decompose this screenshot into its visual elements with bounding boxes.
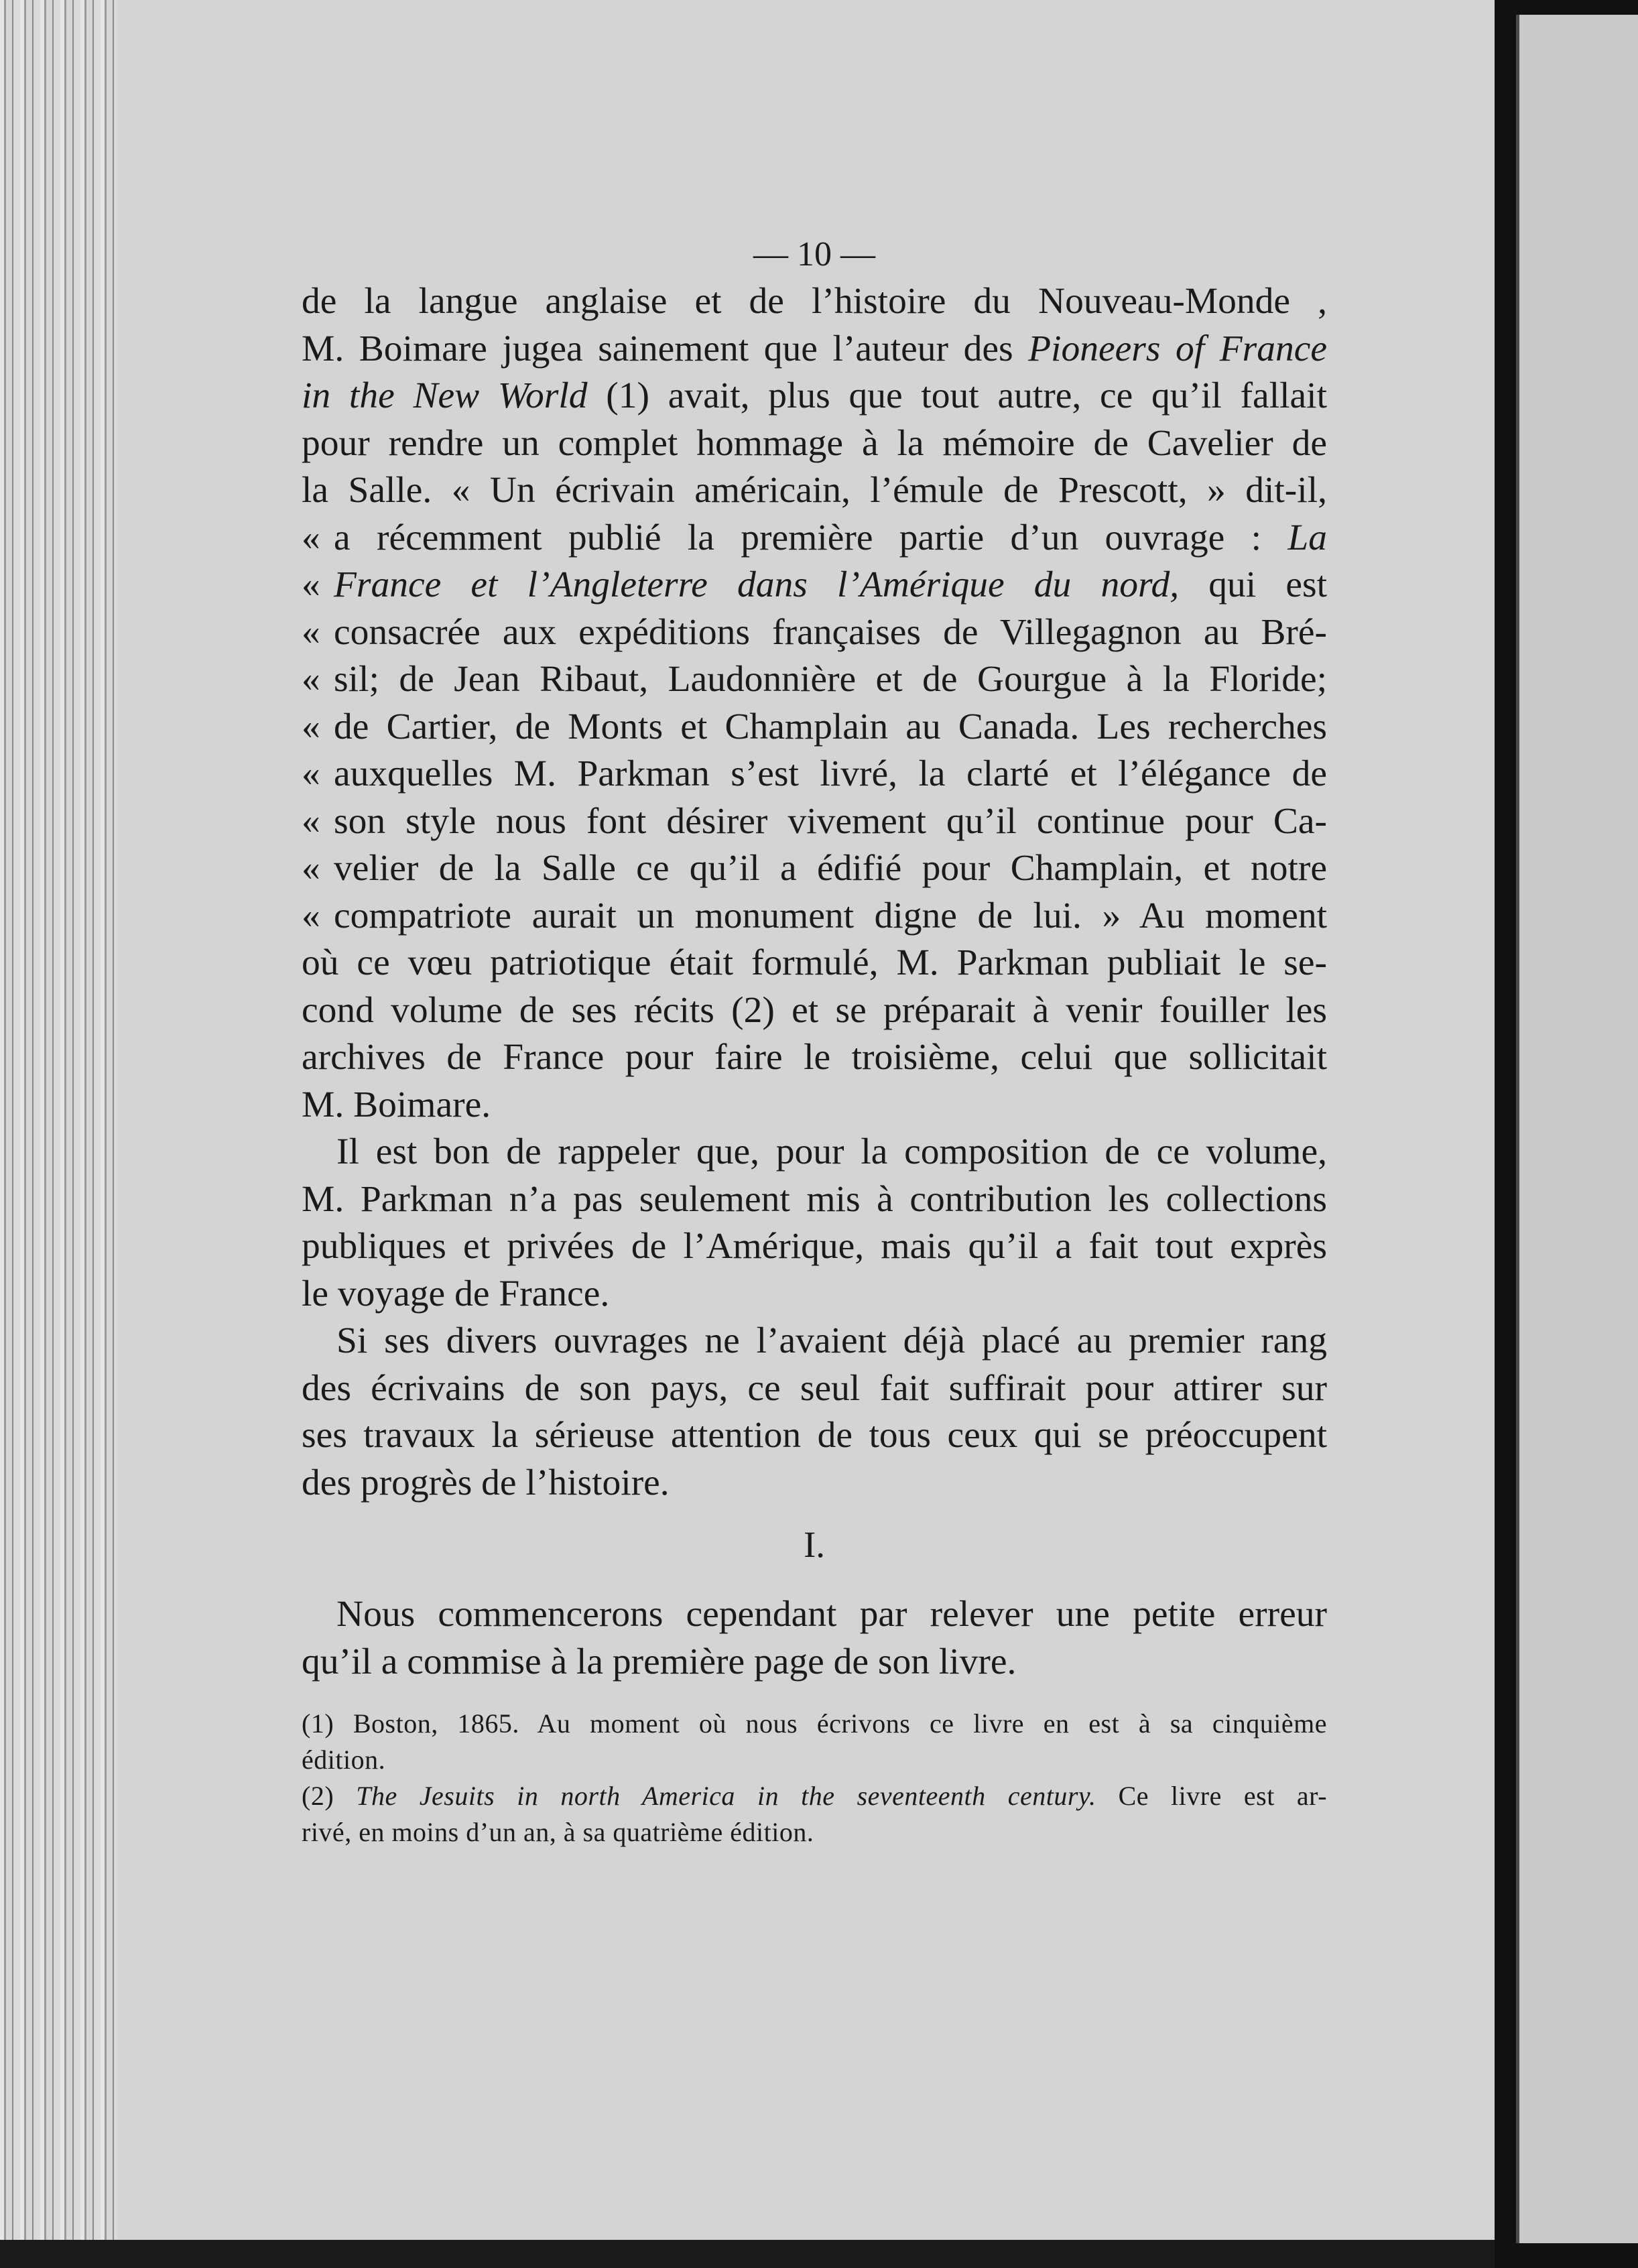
text-line: cond volume de ses récits (2) et se préparait à venir fouiller les xyxy=(302,989,1327,1031)
page-edge-strips xyxy=(0,0,117,2240)
paragraph-3 xyxy=(302,1318,1327,1507)
text-line: M. Parkman n’a pas seulement mis à contribution les collections xyxy=(302,1178,1327,1220)
footnotes xyxy=(302,1706,1327,1850)
quote-mark: « xyxy=(302,659,320,700)
quote-mark: « xyxy=(302,800,320,842)
quote-mark: « xyxy=(302,517,320,558)
text-line: le voyage de France. xyxy=(302,1273,610,1314)
text-line: la Salle. « Un écrivain américain, l’émule de Prescott, » dit-il, xyxy=(302,470,1327,511)
page-content xyxy=(302,231,1327,1850)
paragraph-1 xyxy=(302,278,1327,1129)
footnote-1-line: édition. xyxy=(302,1745,386,1775)
text-line: « compatriote aurait un monument digne de lui. » Au moment xyxy=(302,893,1327,940)
text-line: M. Boimare jugea sainement que l’auteur des Pioneers of France xyxy=(302,328,1327,369)
section-heading: I. xyxy=(803,1524,826,1565)
book-title: La xyxy=(1287,517,1327,558)
text-line: « velier de la Salle ce qu’il a édifié pour Champlain, et notre xyxy=(302,845,1327,893)
text-line: pour rendre un complet hommage à la mémoire de Cavelier de xyxy=(302,422,1327,464)
quote-mark: « xyxy=(302,895,320,936)
text-line: « a récemment publié la première partie d’un ouvrage : La xyxy=(302,515,1327,562)
text-line: des écrivains de son pays, ce seul fait suffirait pour attirer sur xyxy=(302,1367,1327,1409)
text-line: qu’il a commise à la première page de son livre. xyxy=(302,1641,1017,1682)
text-line: « son style nous font désirer vivement qu’il continue pour Ca- xyxy=(302,798,1327,846)
text-line: de la langue anglaise et de l’histoire du Nouveau-Monde , xyxy=(302,281,1327,322)
paragraph-4 xyxy=(302,1591,1327,1686)
footnote-2-line: rivé, en moins d’un an, à sa quatrième édition. xyxy=(302,1817,814,1847)
text-line: « de Cartier, de Monts et Champlain au Canada. Les recherches xyxy=(302,704,1327,751)
text-line: archives de France pour faire le troisième, celui que sollicitait xyxy=(302,1037,1327,1078)
page-number: — 10 — xyxy=(753,235,875,273)
footnote-2-line: (2) The Jesuits in north America in the seventeenth century. Ce livre est ar- xyxy=(302,1781,1328,1811)
quote-mark: « xyxy=(302,706,320,747)
quote-mark: « xyxy=(302,564,320,605)
text-line: Nous commencerons cependant par relever une petite erreur xyxy=(336,1594,1327,1635)
paragraph-2 xyxy=(302,1129,1327,1318)
text-line: « consacrée aux expéditions françaises de Villegagnon au Bré- xyxy=(302,609,1327,657)
text-line: in the New World (1) avait, plus que tout autre, ce qu’il fallait xyxy=(302,375,1328,416)
book-title: in the New World xyxy=(302,375,588,416)
book-title: The Jesuits in north America in the seventeenth century. xyxy=(356,1781,1096,1811)
text-line: Il est bon de rappeler que, pour la composition de ce volume, xyxy=(336,1131,1327,1172)
text-line: Si ses divers ouvrages ne l’avaient déjà placé au premier rang xyxy=(336,1320,1327,1361)
quote-mark: « xyxy=(302,611,320,653)
facing-page-edge xyxy=(1516,15,1638,2243)
footnote-1-line: (1) Boston, 1865. Au moment où nous écrivons ce livre en est à sa cinquième xyxy=(302,1708,1327,1739)
book-title: France et l’Angleterre dans l’Amérique du nord, xyxy=(334,564,1180,605)
text-line: « auxquelles M. Parkman s’est livré, la clarté et l’élégance de xyxy=(302,751,1327,798)
text-line: ses travaux la sérieuse attention de tous ceux qui se préoccupent xyxy=(302,1415,1327,1456)
quote-mark: « xyxy=(302,753,320,794)
quote-mark: « xyxy=(302,848,320,889)
text-line: où ce vœu patriotique était formulé, M. Parkman publiait le se- xyxy=(302,942,1327,983)
scan-border-bottom xyxy=(0,2240,1495,2268)
text-line: des progrès de l’histoire. xyxy=(302,1462,670,1503)
text-line: M. Boimare. xyxy=(302,1084,491,1125)
text-line: « France et l’Angleterre dans l’Amérique du nord, qui est xyxy=(302,562,1327,609)
book-title: Pioneers of France xyxy=(1028,328,1327,369)
text-line: « sil; de Jean Ribaut, Laudonnière et de Gourgue à la Floride; xyxy=(302,656,1327,704)
text-line: publiques et privées de l’Amérique, mais qu’il a fait tout exprès xyxy=(302,1226,1327,1267)
